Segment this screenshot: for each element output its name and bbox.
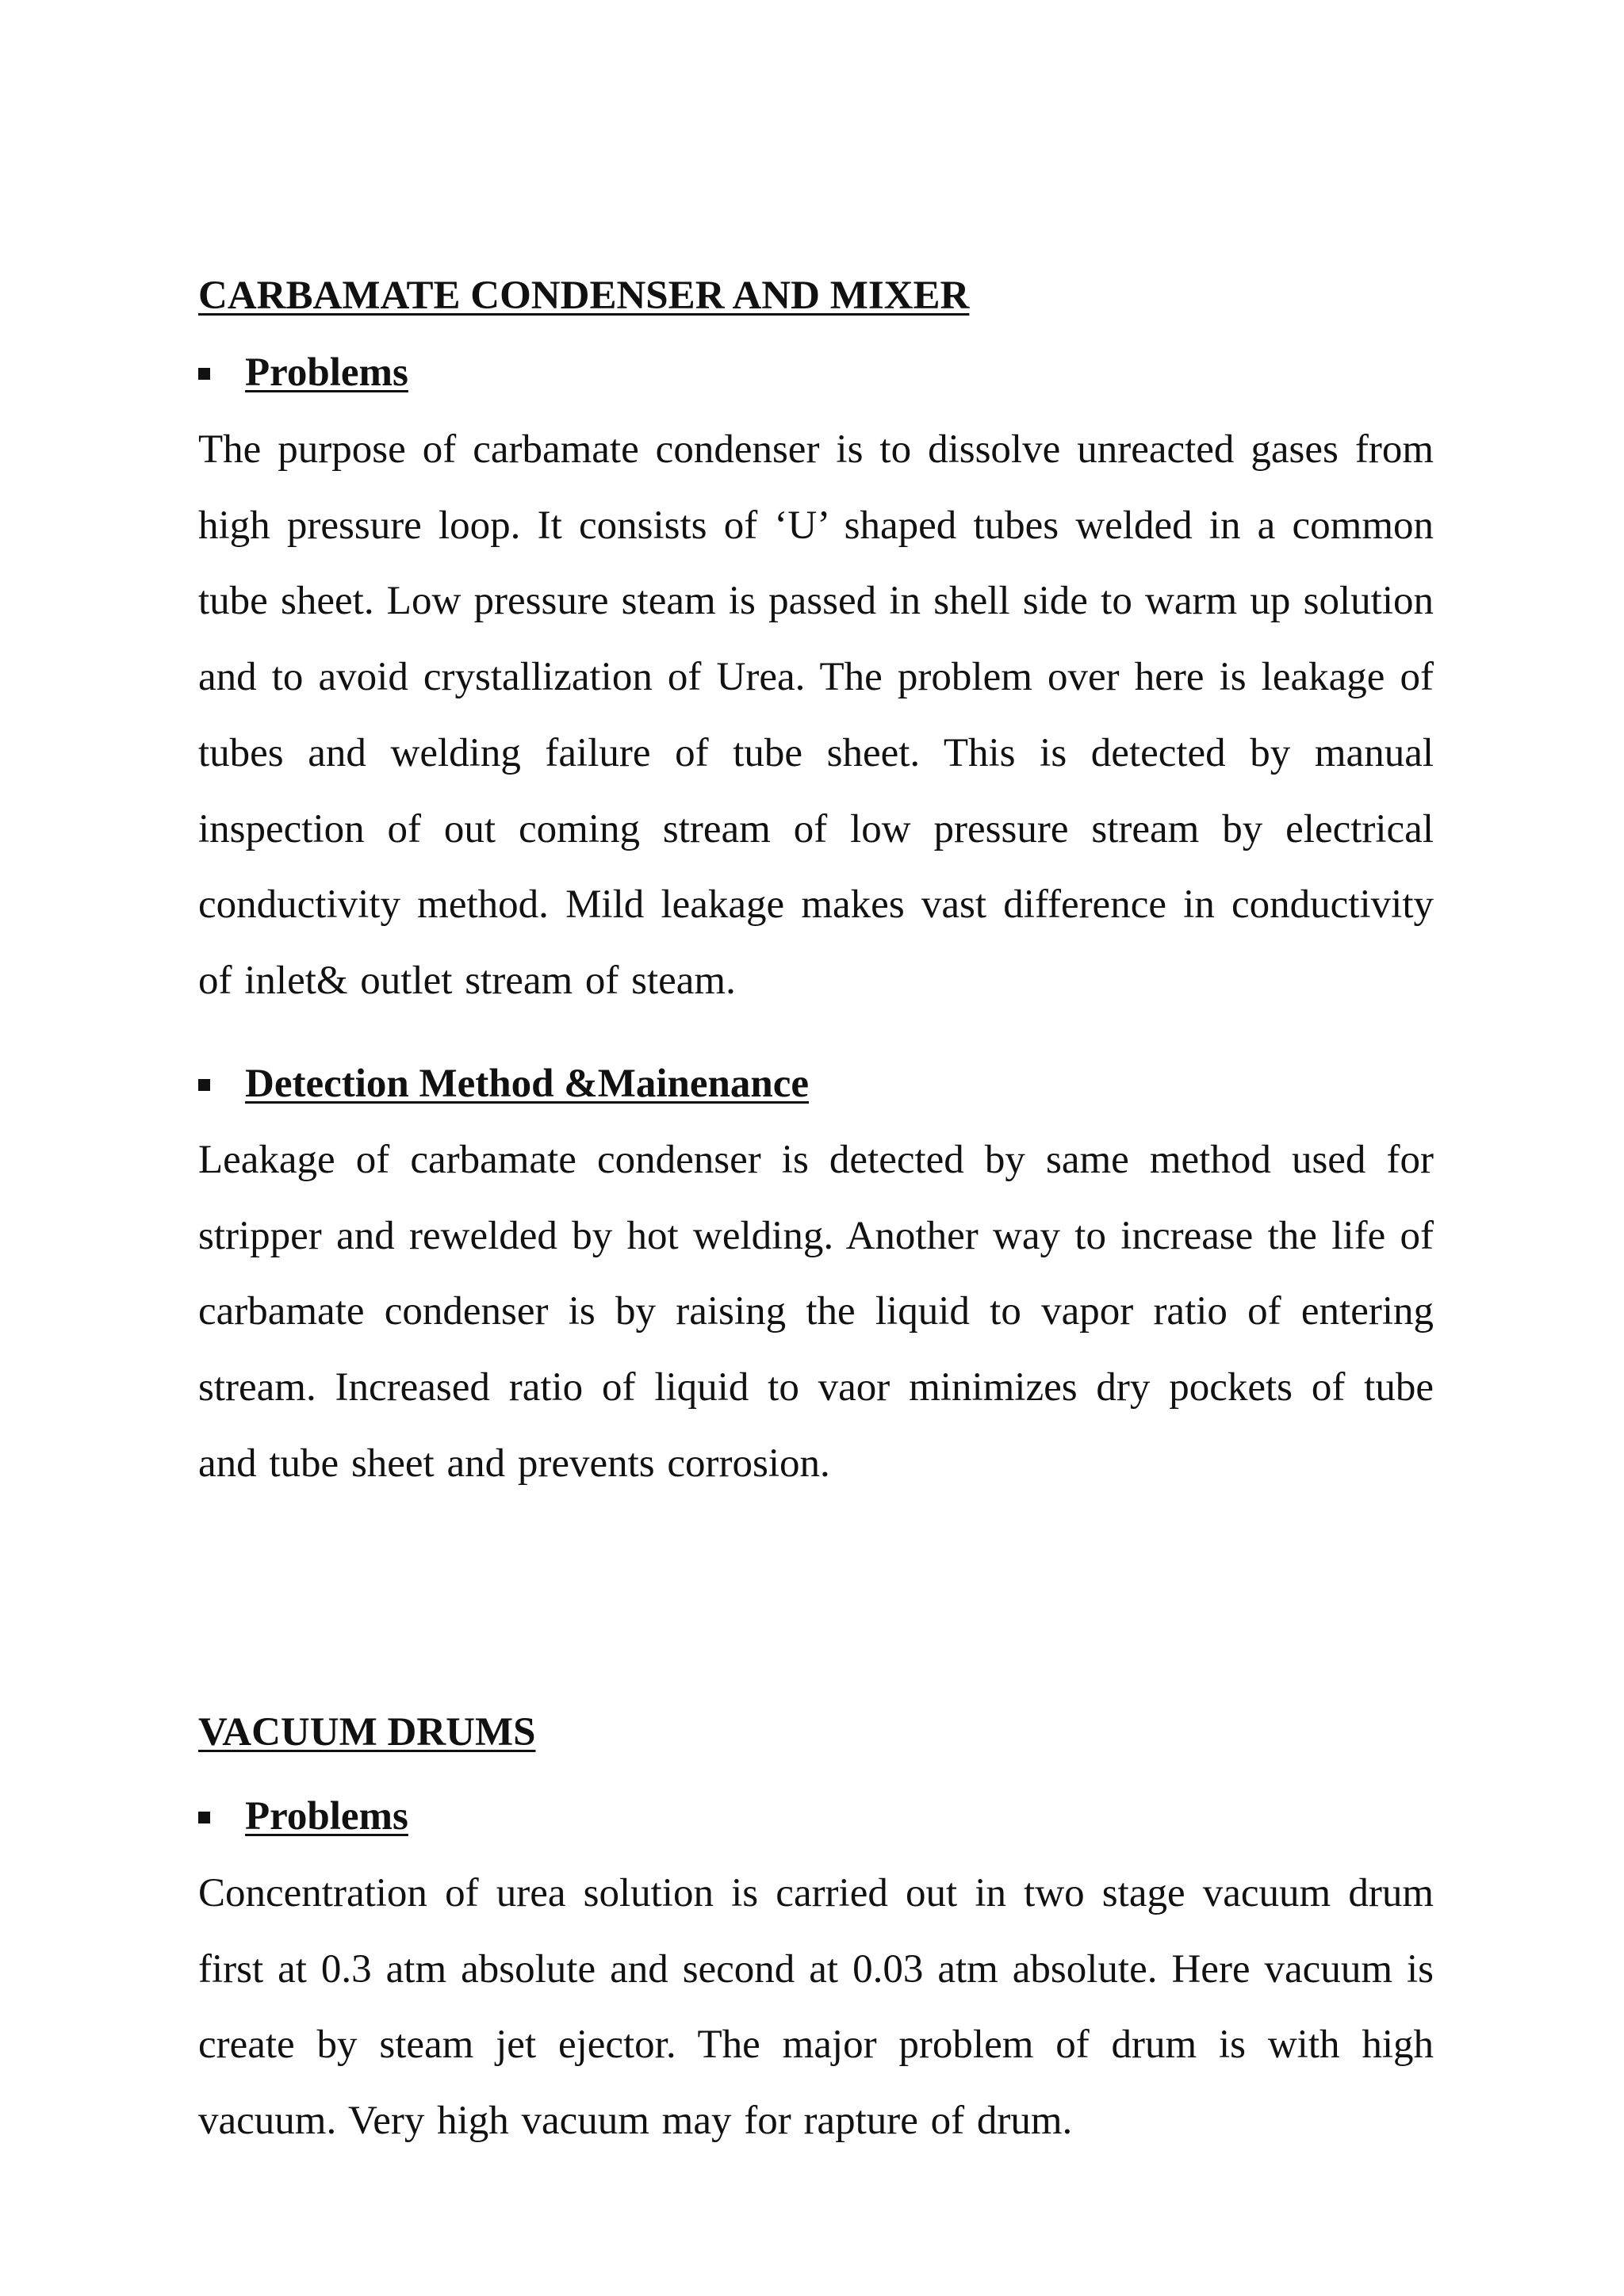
subsection-heading-detection-method bbox=[198, 1064, 809, 1104]
subsection-heading-label: Problems bbox=[245, 350, 408, 395]
square-bullet-icon bbox=[198, 368, 210, 380]
paragraph-vacuum-drums-problems: Concentration of urea solution is carried out in two stage vacuum drum first at 0.3 atm absolute and second at 0.03 atm absolute. Here vacuum is create by steam jet ejector. The major problem of drum is with high vacuum. Very high vacuum may for rapture of drum. bbox=[198, 1871, 1434, 2144]
paragraph-detection-method: Leakage of carbamate condenser is detected by same method used for stripper and rewelded by hot welding. Another way to increase the life of carbamate condenser is by raising the liquid to vapor ratio of entering stream. Increased ratio of liquid to vaor minimizes dry pockets of tube and tube sheet and prevents corrosion. bbox=[198, 1138, 1434, 1486]
subsection-heading-label: Detection Method &Mainenance bbox=[245, 1062, 810, 1106]
subsection-heading-problems bbox=[198, 1794, 408, 1839]
square-bullet-icon bbox=[198, 1079, 210, 1091]
subsection-heading-problems bbox=[198, 350, 408, 395]
paragraph-carbamate-problems: The purpose of carbamate condenser is to dissolve unreacted gases from high pressure loop. It consists of ‘U’ shaped tubes welded in a common tube sheet. Low pressure steam is passed in shell side to warm up solution and to avoid crystallization of Urea. The problem over here is leakage of tubes and welding failure of tube sheet. This is detected by manual inspection of out coming stream of low pressure stream by electrical conductivity method. Mild leakage makes vast difference in conductivity of inlet& outlet stream of steam. bbox=[198, 427, 1434, 1003]
subsection-heading-label: Problems bbox=[245, 1794, 408, 1839]
square-bullet-icon bbox=[198, 1812, 210, 1823]
section-title-vacuum-drums: VACUUM DRUMS bbox=[198, 1710, 536, 1755]
section-title-carbamate-condenser: CARBAMATE CONDENSER AND MIXER bbox=[198, 274, 970, 318]
